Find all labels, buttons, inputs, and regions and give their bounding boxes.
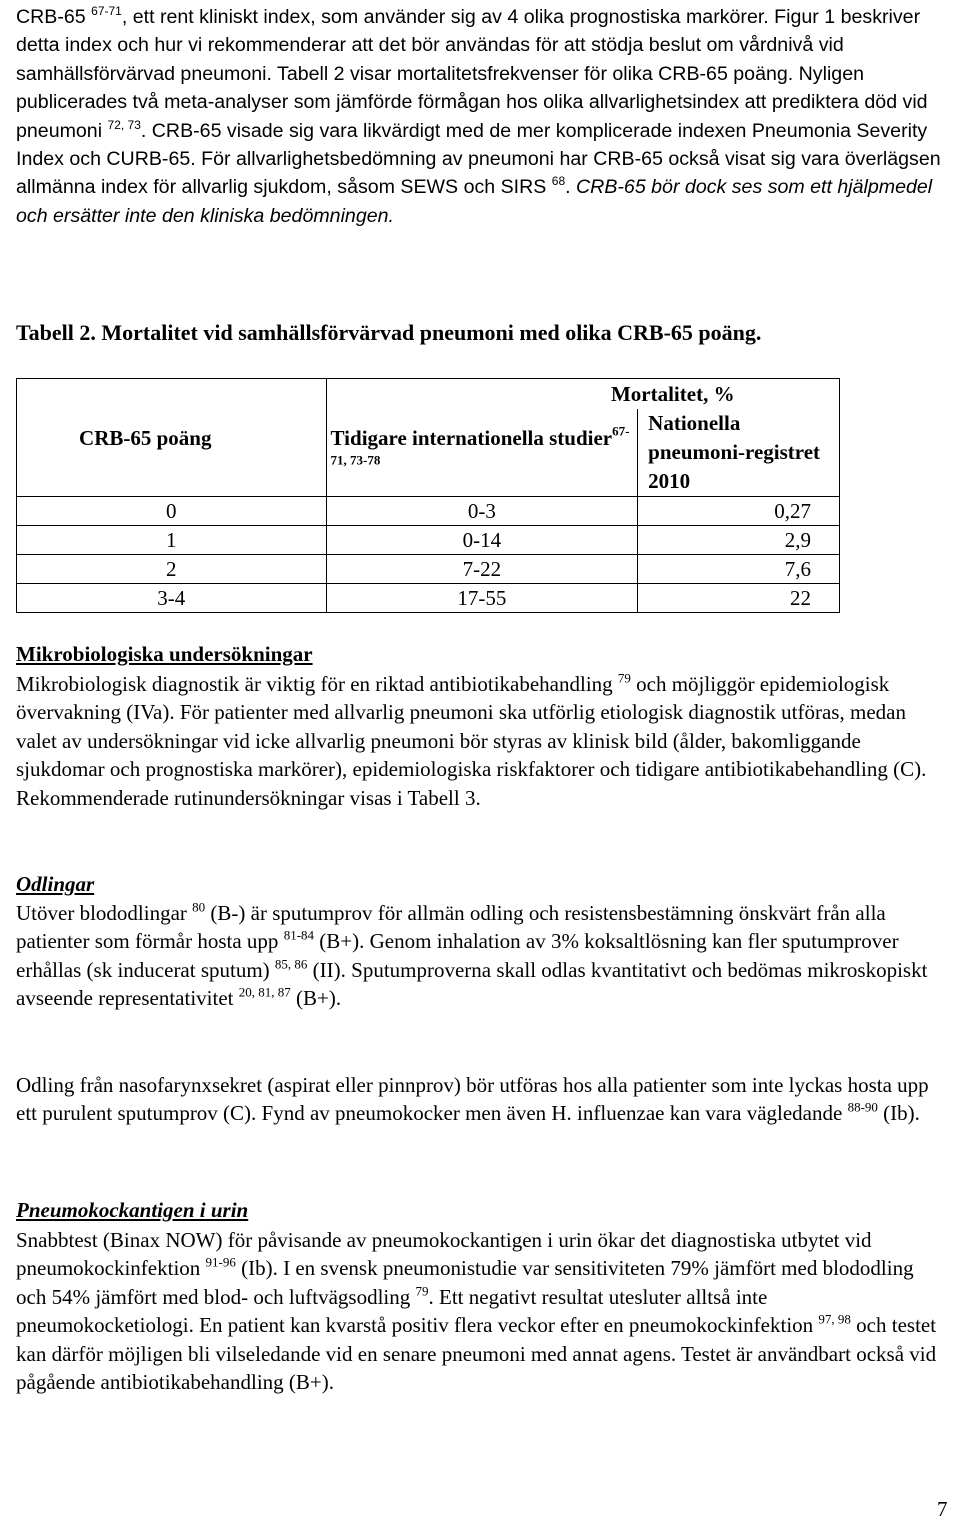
odlingar-paragraph-2 <box>16 1071 946 1128</box>
cell-nat: 0,27 <box>638 497 840 526</box>
intro-text-1: CRB-65 <box>16 6 92 28</box>
cell-nat: 7,6 <box>638 555 840 584</box>
micro-text-1: Mikrobiologisk diagnostik är viktig för en riktad antibiotikabehandling <box>16 672 618 696</box>
odl2-ref-1: 88-90 <box>847 1099 878 1115</box>
mortality-table <box>16 378 840 613</box>
intro-italic-note: CRB-65 bör dock ses som ett hjälpmedel och ersätter inte den kliniska bedömningen. <box>16 176 933 227</box>
odl-ref-4: 20, 81, 87 <box>238 984 291 1000</box>
header-intl-label: Tidigare internationella studier <box>330 425 613 450</box>
cell-intl: 7-22 <box>326 555 638 584</box>
cell-intl: 0-3 <box>326 497 638 526</box>
odlingar-paragraph-1 <box>16 899 946 1013</box>
table-row <box>17 555 840 584</box>
cell-intl: 0-14 <box>326 526 638 555</box>
urin-text-4: och testet kan därför möjligen bli vilseledande vid en senare pneumoni med annat agens. Testet är användbart också vid pågående antibiotikabehandling (B+). <box>16 1313 937 1395</box>
odl-text-4: (II). Sputumproverna skall odlas kvantitativt och bedömas mikroskopiskt avseende representativitet <box>16 957 928 1011</box>
micro-heading: Mikrobiologiska undersökningar <box>16 642 313 666</box>
cell-nat: 2,9 <box>638 526 840 555</box>
odl-text-5: (B+). <box>290 986 342 1011</box>
cell-nat: 22 <box>638 584 840 613</box>
odlingar-heading: Odlingar <box>16 872 95 896</box>
micro-paragraph <box>16 670 946 812</box>
odl2-text-1: Odling från nasofarynxsekret (aspirat eller pinnprov) bör utföras hos alla patienter som inte lyckas hosta upp ett purulent sputumprov (C). Fynd av pneumokocker men även H. influenzae kan vara vägledande <box>16 1073 929 1126</box>
intro-ref-2: 72, 73 <box>107 117 141 132</box>
urin-ref-1: 91-96 <box>205 1254 236 1270</box>
urin-paragraph <box>16 1226 946 1396</box>
table-caption: Tabell 2. Mortalitet vid samhällsförvärvad pneumoni med olika CRB-65 poäng. <box>16 320 762 345</box>
urin-text-3: . Ett negativt resultat utesluter alltså inte pneumokocketiologi. En patient kan kvarstå positiv flera veckor efter en pneumokockinfektion <box>16 1284 819 1338</box>
header-nat: Nationella pneumoni-registret 2010 <box>638 409 840 497</box>
table-header-row <box>17 379 840 410</box>
odl-text-3: (B+). Genom inhalation av 3% koksaltlösning kan fler sputumprover erhållas (sk inducerat sputum) <box>16 929 899 982</box>
cell-score: 3-4 <box>17 584 327 613</box>
odl-ref-3: 85, 86 <box>274 956 308 972</box>
cell-score: 1 <box>17 526 327 555</box>
table-row <box>17 584 840 613</box>
urin-ref-2: 79 <box>415 1283 429 1299</box>
table-row <box>17 526 840 555</box>
cell-score: 2 <box>17 555 327 584</box>
cell-intl: 17-55 <box>326 584 638 613</box>
intro-ref-3: 68 <box>551 174 566 189</box>
odl-ref-1: 80 <box>192 899 206 915</box>
intro-text-4: . <box>565 176 577 199</box>
intro-text-3: . CRB-65 visade sig vara likvärdigt med de mer komplicerade indexen Pneumonia Severity Index och CURB-65. För allvarlighetsbedömning av pneumoni har CRB-65 också visat sig vara överlägsen allmänna index för allvarlig sjukdom, såsom SEWS och SIRS <box>16 119 941 199</box>
odl2-text-2: (Ib). <box>877 1101 920 1126</box>
page-number: 7 <box>937 1497 948 1521</box>
intro-ref-1: 67-71 <box>91 4 122 19</box>
header-mortality: Mortalitet, % <box>326 379 839 410</box>
table-row <box>17 497 840 526</box>
odl-text-1: Utöver blododlingar <box>16 901 193 925</box>
micro-text-2: och möjliggör epidemiologisk övervakning (IVa). För patienter med allvarlig pneumoni ska utförlig etiologisk diagnostik utföras, medan valet av undersökningar vid icke allvarlig pneumoni bör styras av klinisk bild (ålder, bakomliggande sjukdomar och prognostiska markörer), epidemiologiska riskfaktorer och tidigare antibiotikabehandling (C). Rekommenderade rutinundersökningar visas i Tabell 3. <box>16 672 927 810</box>
odl-text-2: (B-) är sputumprov för allmän odling och resistensbestämning önskvärt från alla patienter som förmår hosta upp <box>16 901 886 954</box>
odl-ref-2: 81-84 <box>283 927 315 943</box>
cell-score: 0 <box>17 497 327 526</box>
header-score: CRB-65 poäng <box>17 379 327 497</box>
intro-paragraph <box>16 3 946 230</box>
urin-text-1: Snabbtest (Binax NOW) för påvisande av pneumokockantigen i urin ökar det diagnostiska utbytet vid pneumokockinfektion <box>16 1228 872 1281</box>
urin-heading: Pneumokockantigen i urin <box>16 1198 249 1222</box>
intro-text-2: , ett rent kliniskt index, som använder sig av 4 olika prognostiska markörer. Figur 1 beskriver detta index och hur vi rekommenderar att det bör användas för att stödja beslut om vårdnivå vid samhällsförvärvad pneumoni. Tabell 2 visar mortalitetsfrekvenser för olika CRB-65 poäng. Nyligen publicerades två meta-analyser som jämförde förmågan hos olika allvarlighetsindex att prediktera död vid pneumoni <box>16 6 928 142</box>
micro-ref-1: 79 <box>617 670 631 686</box>
urin-ref-3: 97, 98 <box>818 1311 851 1327</box>
header-intl <box>326 409 638 497</box>
header-intl-refs: 67-71, 73-78 <box>330 422 630 467</box>
urin-text-2: (Ib). I en svensk pneumonistudie var sensitiviteten 79% jämfört med blododling och 54% jämfört med blod- och luftvägsodling <box>16 1256 914 1309</box>
